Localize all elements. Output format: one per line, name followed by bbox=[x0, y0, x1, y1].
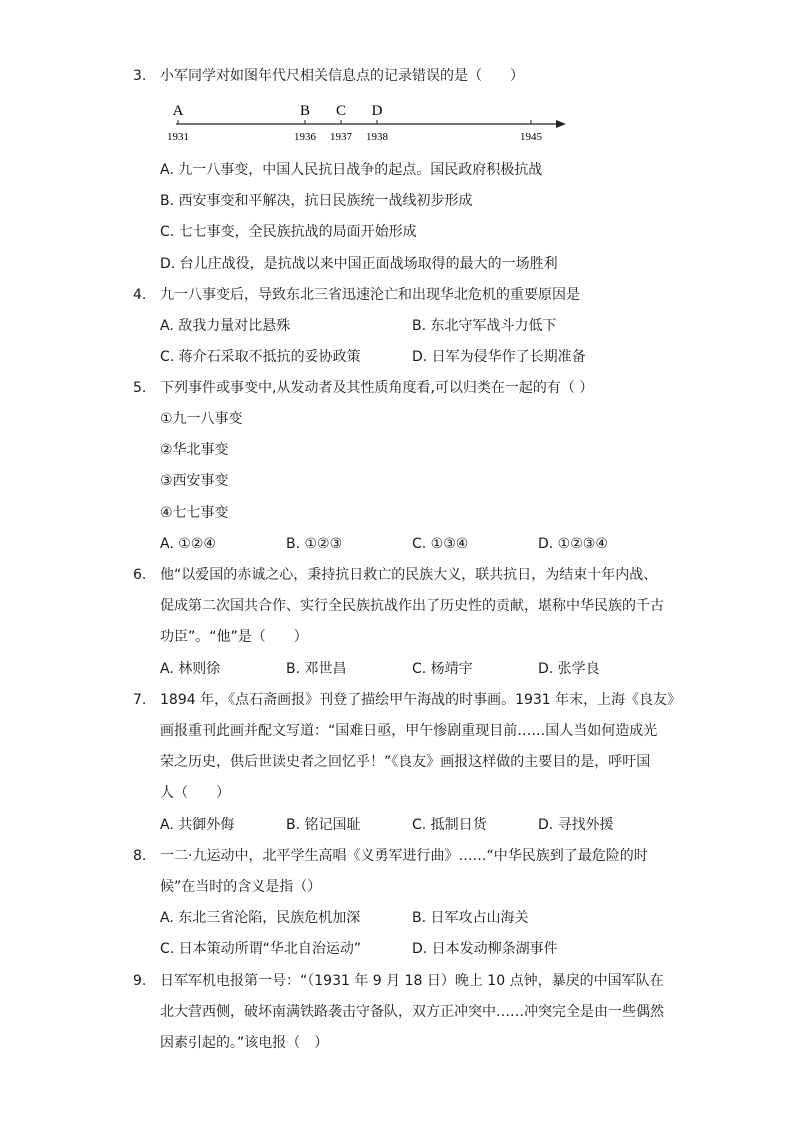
option-c: C. 七七事变，全民族抗战的局面开始形成 bbox=[160, 224, 417, 240]
question-stem-line: 荣之历史，供后世读史者之回忆乎！”《良友》画报这样做的主要目的是，呼吁国 bbox=[160, 754, 651, 770]
question-number: 7. bbox=[133, 692, 147, 708]
question-stem-line: 一二·九运动中，北平学生高唱《义勇军进行曲》……“中华民族到了最危险的时 bbox=[160, 848, 648, 864]
option-b: B. 日军攻占山海关 bbox=[412, 910, 529, 926]
option-d: D. ①②③④ bbox=[538, 536, 608, 552]
option-b: B. 东北守军战斗力低下 bbox=[412, 318, 557, 334]
question-number: 5. bbox=[133, 380, 147, 396]
question-stem: 小军同学对如图年代尺相关信息点的记录错误的是（ ） bbox=[160, 68, 524, 84]
question-stem-line: 他“以爱国的赤诚之心，秉持抗日救亡的民族大义，联共抗日，为结束十年内战、 bbox=[160, 567, 658, 583]
timeline-point-label: A bbox=[172, 103, 184, 119]
timeline-point-label: D bbox=[371, 103, 383, 119]
timeline-chart bbox=[160, 100, 580, 148]
question-stem-line: 因素引起的。”该电报（ ） bbox=[160, 1035, 329, 1051]
option-a: A. 敌我力量对比悬殊 bbox=[160, 318, 291, 334]
question-number: 3. bbox=[133, 68, 147, 84]
option-a: A. 林则徐 bbox=[160, 661, 221, 677]
question-stem-line: 促成第二次国共合作、实行全民族抗战作出了历史性的贡献，堪称中华民族的千古 bbox=[160, 598, 664, 614]
option-d: D. 寻找外援 bbox=[538, 817, 614, 833]
option-c: C. 杨靖宇 bbox=[412, 661, 473, 677]
option-a: A. ①②④ bbox=[160, 536, 216, 552]
question-number: 6. bbox=[133, 567, 147, 583]
question-number: 8. bbox=[133, 848, 147, 864]
option-b: B. 邓世昌 bbox=[286, 661, 347, 677]
list-item: ①九一八事变 bbox=[160, 411, 243, 427]
list-item: ③西安事变 bbox=[160, 473, 229, 489]
timeline-year-label: 1938 bbox=[366, 131, 388, 143]
timeline-year-label: 1937 bbox=[330, 131, 352, 143]
question-stem: 下列事件或事变中,从发动者及其性质角度看,可以归类在一起的有（ ） bbox=[160, 380, 594, 396]
option-d: D. 日军为侵华作了长期准备 bbox=[412, 349, 586, 365]
question-stem-line: 人（ ） bbox=[160, 785, 230, 801]
option-c: C. 日本策动所谓“华北自治运动” bbox=[160, 941, 362, 957]
list-item: ④七七事变 bbox=[160, 505, 229, 521]
timeline-point-label: C bbox=[335, 103, 347, 119]
option-c: C. 抵制日货 bbox=[412, 817, 487, 833]
option-c: C. ①③④ bbox=[412, 536, 469, 552]
question-stem-line: 画报重刊此画并配文写道：“国难日亟，甲午惨剧重现目前……国人当如何造成光 bbox=[160, 723, 658, 739]
question-stem: 九一八事变后，导致东北三省迅速沦亡和出现华北危机的重要原因是 bbox=[160, 287, 580, 303]
option-d: D. 台儿庄战役，是抗战以来中国正面战场取得的最大的一场胜利 bbox=[160, 256, 558, 272]
question-stem-line: 功臣”。“他”是（ ） bbox=[160, 629, 308, 645]
option-a: A. 共御外侮 bbox=[160, 817, 235, 833]
option-b: B. 铭记国耻 bbox=[286, 817, 361, 833]
option-d: D. 日本发动柳条湖事件 bbox=[412, 941, 558, 957]
question-stem-line: 1894 年，《点石斋画报》刊登了描绘甲午海战的时事画。1931 年末，上海《良友》 bbox=[160, 692, 682, 708]
question-stem-line: 日军军机电报第一号：“（1931 年 9 月 18 日）晚上 10 点钟，暴戾的中国军队在 bbox=[160, 973, 664, 989]
option-a: A. 九一八事变，中国人民抗日战争的起点。国民政府积极抗战 bbox=[160, 162, 543, 178]
timeline-year-label: 1945 bbox=[520, 131, 542, 143]
timeline-arrow bbox=[556, 120, 566, 128]
option-d: D. 张学良 bbox=[538, 661, 600, 677]
question-stem-line: 北大营西侧，破坏南满铁路袭击守备队，双方正冲突中……冲突完全是由一些偶然 bbox=[160, 1004, 664, 1020]
list-item: ②华北事变 bbox=[160, 442, 229, 458]
option-c: C. 蒋介石采取不抵抗的妥协政策 bbox=[160, 349, 361, 365]
question-number: 4. bbox=[133, 287, 147, 303]
option-b: B. ①②③ bbox=[286, 536, 343, 552]
question-number: 9. bbox=[133, 973, 147, 989]
timeline-point-label: B bbox=[299, 103, 311, 119]
question-stem-line: 候”在当时的含义是指（） bbox=[160, 879, 322, 895]
option-b: B. 西安事变和平解决，抗日民族统一战线初步形成 bbox=[160, 193, 473, 209]
timeline-svg bbox=[160, 100, 580, 148]
timeline-year-label: 1931 bbox=[167, 131, 189, 143]
timeline-year-label: 1936 bbox=[294, 131, 316, 143]
option-a: A. 东北三省沦陷，民族危机加深 bbox=[160, 910, 361, 926]
